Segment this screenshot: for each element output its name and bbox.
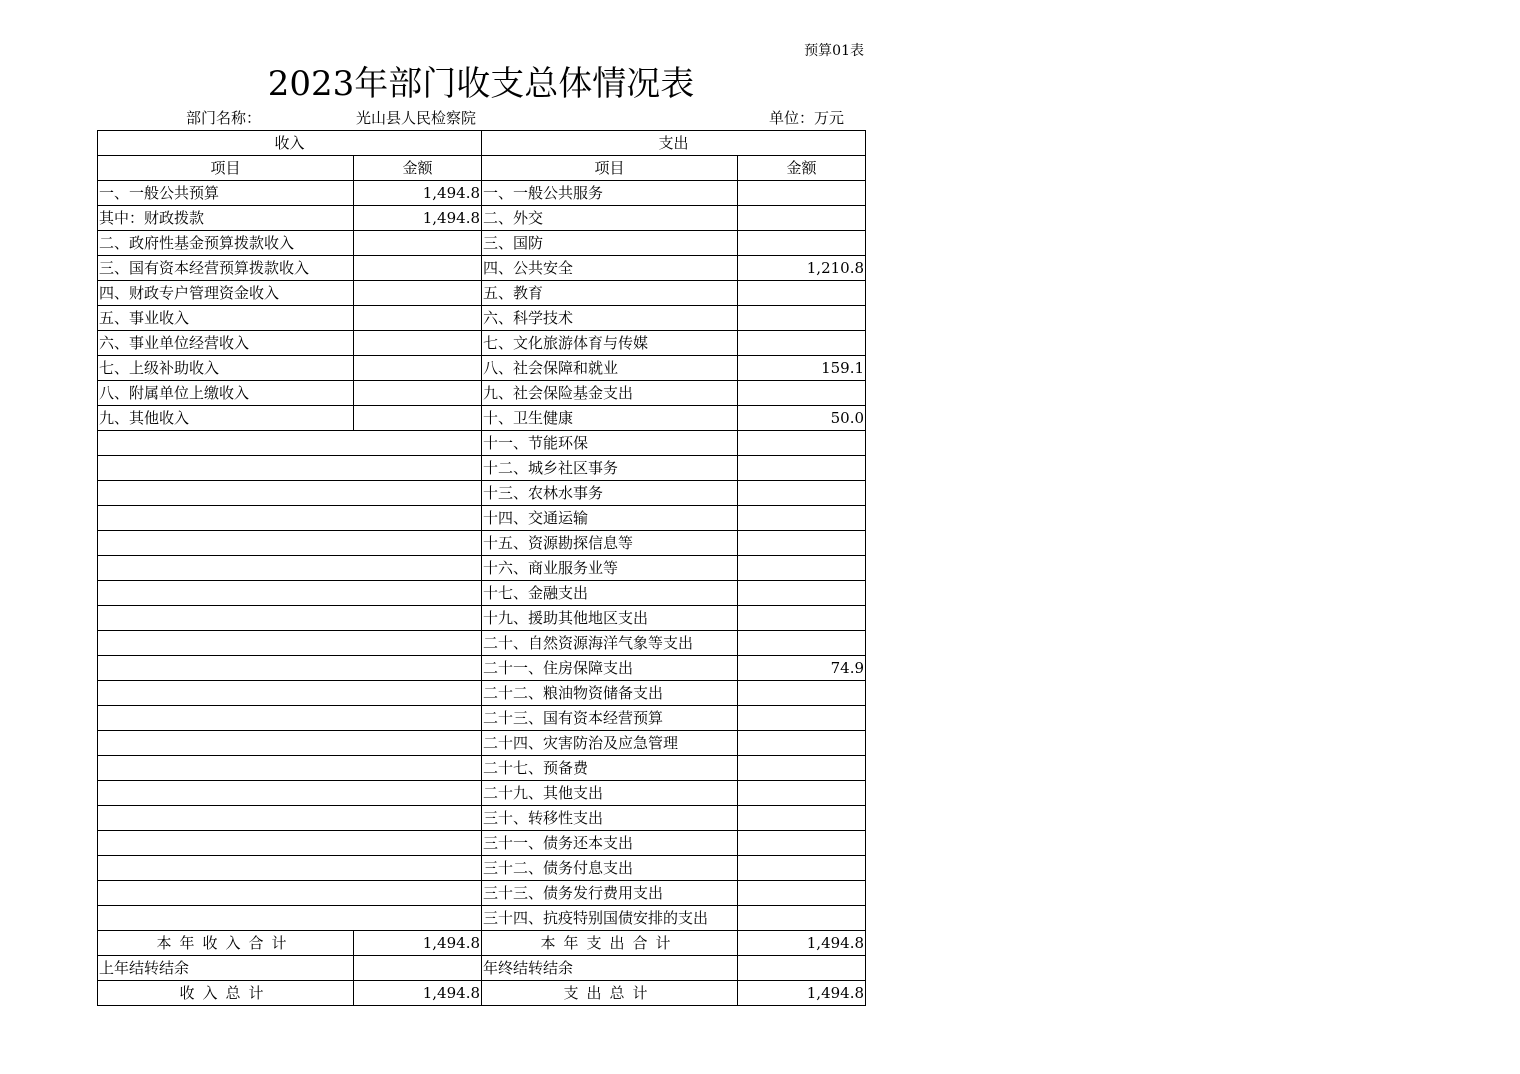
end-balance-label: 年终结转结余 <box>482 956 738 981</box>
table-row <box>98 481 866 506</box>
budget-table-body <box>98 131 866 1006</box>
table-row <box>98 556 866 581</box>
prev-balance-amount <box>354 956 482 981</box>
income-item: 其中：财政拨款 <box>98 206 354 231</box>
expense-item: 十一、节能环保 <box>482 431 738 456</box>
expense-item: 三十、转移性支出 <box>482 806 738 831</box>
table-row <box>98 881 866 906</box>
income-empty-cell <box>98 631 482 656</box>
expense-amount <box>738 831 866 856</box>
expense-amount <box>738 606 866 631</box>
expense-item-header: 项目 <box>482 156 738 181</box>
table-row <box>98 331 866 356</box>
income-empty-cell <box>98 881 482 906</box>
department-name: 光山县人民检察院 <box>356 109 477 127</box>
prev-balance-label: 上年结转结余 <box>98 956 354 981</box>
income-empty-cell <box>98 706 482 731</box>
expense-item: 二十三、国有资本经营预算 <box>482 706 738 731</box>
expense-item: 三、国防 <box>482 231 738 256</box>
expense-amount <box>738 781 866 806</box>
expense-item: 十、卫生健康 <box>482 406 738 431</box>
income-empty-cell <box>98 581 482 606</box>
expense-amount <box>738 306 866 331</box>
expense-amount <box>738 681 866 706</box>
expense-item: 十六、商业服务业等 <box>482 556 738 581</box>
table-row <box>98 406 866 431</box>
expense-amount <box>738 381 866 406</box>
income-empty-cell <box>98 806 482 831</box>
column-header-row <box>98 156 866 181</box>
income-empty-cell <box>98 556 482 581</box>
income-empty-cell <box>98 506 482 531</box>
table-row <box>98 206 866 231</box>
expense-item: 十七、金融支出 <box>482 581 738 606</box>
income-item: 六、事业单位经营收入 <box>98 331 354 356</box>
income-empty-cell <box>98 481 482 506</box>
income-empty-cell <box>98 756 482 781</box>
table-row <box>98 431 866 456</box>
expense-amount <box>738 456 866 481</box>
expense-amount <box>738 906 866 931</box>
expense-item: 九、社会保险基金支出 <box>482 381 738 406</box>
section-header-row <box>98 131 866 156</box>
expense-item: 七、文化旅游体育与传媒 <box>482 331 738 356</box>
expense-item: 四、公共安全 <box>482 256 738 281</box>
year-income-total-amount: 1,494.8 <box>354 931 482 956</box>
table-row <box>98 731 866 756</box>
budget-table <box>97 130 866 1006</box>
income-empty-cell <box>98 906 482 931</box>
expense-item: 五、教育 <box>482 281 738 306</box>
income-empty-cell <box>98 831 482 856</box>
table-row <box>98 456 866 481</box>
income-header: 收入 <box>98 131 482 156</box>
expense-item: 十五、资源勘探信息等 <box>482 531 738 556</box>
expense-amount <box>738 506 866 531</box>
expense-item: 十九、援助其他地区支出 <box>482 606 738 631</box>
expense-item: 十三、农林水事务 <box>482 481 738 506</box>
income-item: 八、附属单位上缴收入 <box>98 381 354 406</box>
expense-amount <box>738 181 866 206</box>
expense-grand-total-label: 支出总计 <box>482 981 738 1006</box>
income-empty-cell <box>98 731 482 756</box>
expense-item: 三十三、债务发行费用支出 <box>482 881 738 906</box>
table-row <box>98 606 866 631</box>
income-item: 二、政府性基金预算拨款收入 <box>98 231 354 256</box>
income-empty-cell <box>98 856 482 881</box>
expense-amount: 1,210.8 <box>738 256 866 281</box>
department-label: 部门名称： <box>186 109 262 127</box>
table-row <box>98 281 866 306</box>
income-amount <box>354 381 482 406</box>
income-amount-header: 金额 <box>354 156 482 181</box>
table-row <box>98 681 866 706</box>
income-amount <box>354 406 482 431</box>
expense-amount <box>738 856 866 881</box>
table-row <box>98 631 866 656</box>
income-grand-total-label: 收入总计 <box>98 981 354 1006</box>
expense-amount <box>738 281 866 306</box>
page-title: 2023年部门收支总体情况表 <box>267 64 695 104</box>
income-amount <box>354 306 482 331</box>
income-amount <box>354 231 482 256</box>
table-row <box>98 656 866 681</box>
expense-item: 三十一、债务还本支出 <box>482 831 738 856</box>
total-row <box>98 956 866 981</box>
table-row <box>98 181 866 206</box>
expense-amount: 50.0 <box>738 406 866 431</box>
expense-amount <box>738 581 866 606</box>
income-item: 三、国有资本经营预算拨款收入 <box>98 256 354 281</box>
expense-amount <box>738 631 866 656</box>
expense-amount <box>738 331 866 356</box>
year-expense-total-label: 本年支出合计 <box>482 931 738 956</box>
income-amount <box>354 281 482 306</box>
table-row <box>98 531 866 556</box>
table-row <box>98 706 866 731</box>
income-item: 一、一般公共预算 <box>98 181 354 206</box>
table-row <box>98 831 866 856</box>
expense-item: 八、社会保障和就业 <box>482 356 738 381</box>
expense-amount <box>738 481 866 506</box>
income-amount: 1,494.8 <box>354 206 482 231</box>
expense-item: 三十四、抗疫特别国债安排的支出 <box>482 906 738 931</box>
expense-amount <box>738 531 866 556</box>
expense-amount <box>738 706 866 731</box>
expense-item: 二十九、其他支出 <box>482 781 738 806</box>
income-empty-cell <box>98 456 482 481</box>
income-item-header: 项目 <box>98 156 354 181</box>
expense-amount <box>738 431 866 456</box>
table-row <box>98 356 866 381</box>
table-row <box>98 256 866 281</box>
income-empty-cell <box>98 781 482 806</box>
expense-amount <box>738 556 866 581</box>
expense-grand-total-amount: 1,494.8 <box>738 981 866 1006</box>
income-amount: 1,494.8 <box>354 181 482 206</box>
expense-item: 十四、交通运输 <box>482 506 738 531</box>
expense-amount <box>738 756 866 781</box>
table-row <box>98 581 866 606</box>
table-row <box>98 506 866 531</box>
expense-item: 二十七、预备费 <box>482 756 738 781</box>
expense-item: 二十四、灾害防治及应急管理 <box>482 731 738 756</box>
end-balance-amount <box>738 956 866 981</box>
income-item: 九、其他收入 <box>98 406 354 431</box>
table-row <box>98 306 866 331</box>
expense-amount <box>738 881 866 906</box>
total-row <box>98 931 866 956</box>
expense-amount <box>738 806 866 831</box>
table-row <box>98 781 866 806</box>
income-amount <box>354 331 482 356</box>
income-empty-cell <box>98 431 482 456</box>
unit-label: 单位：万元 <box>768 109 844 127</box>
income-item: 五、事业收入 <box>98 306 354 331</box>
expense-item: 二、外交 <box>482 206 738 231</box>
total-row <box>98 981 866 1006</box>
expense-item: 十二、城乡社区事务 <box>482 456 738 481</box>
table-row <box>98 856 866 881</box>
expense-item: 一、一般公共服务 <box>482 181 738 206</box>
expense-amount <box>738 206 866 231</box>
year-income-total-label: 本年收入合计 <box>98 931 354 956</box>
expense-item: 二十一、住房保障支出 <box>482 656 738 681</box>
expense-amount <box>738 731 866 756</box>
table-row <box>98 806 866 831</box>
expense-header: 支出 <box>482 131 866 156</box>
expense-item: 三十二、债务付息支出 <box>482 856 738 881</box>
income-empty-cell <box>98 606 482 631</box>
income-empty-cell <box>98 531 482 556</box>
expense-amount: 159.1 <box>738 356 866 381</box>
income-item: 七、上级补助收入 <box>98 356 354 381</box>
year-expense-total-amount: 1,494.8 <box>738 931 866 956</box>
expense-item: 二十、自然资源海洋气象等支出 <box>482 631 738 656</box>
income-amount <box>354 256 482 281</box>
table-row <box>98 381 866 406</box>
table-row <box>98 756 866 781</box>
expense-item: 二十二、粮油物资储备支出 <box>482 681 738 706</box>
income-empty-cell <box>98 681 482 706</box>
income-item: 四、财政专户管理资金收入 <box>98 281 354 306</box>
expense-amount <box>738 231 866 256</box>
table-row <box>98 906 866 931</box>
income-empty-cell <box>98 656 482 681</box>
form-number: 预算01表 <box>804 43 864 59</box>
table-row <box>98 231 866 256</box>
income-amount <box>354 356 482 381</box>
expense-amount-header: 金额 <box>738 156 866 181</box>
expense-item: 六、科学技术 <box>482 306 738 331</box>
income-grand-total-amount: 1,494.8 <box>354 981 482 1006</box>
expense-amount: 74.9 <box>738 656 866 681</box>
